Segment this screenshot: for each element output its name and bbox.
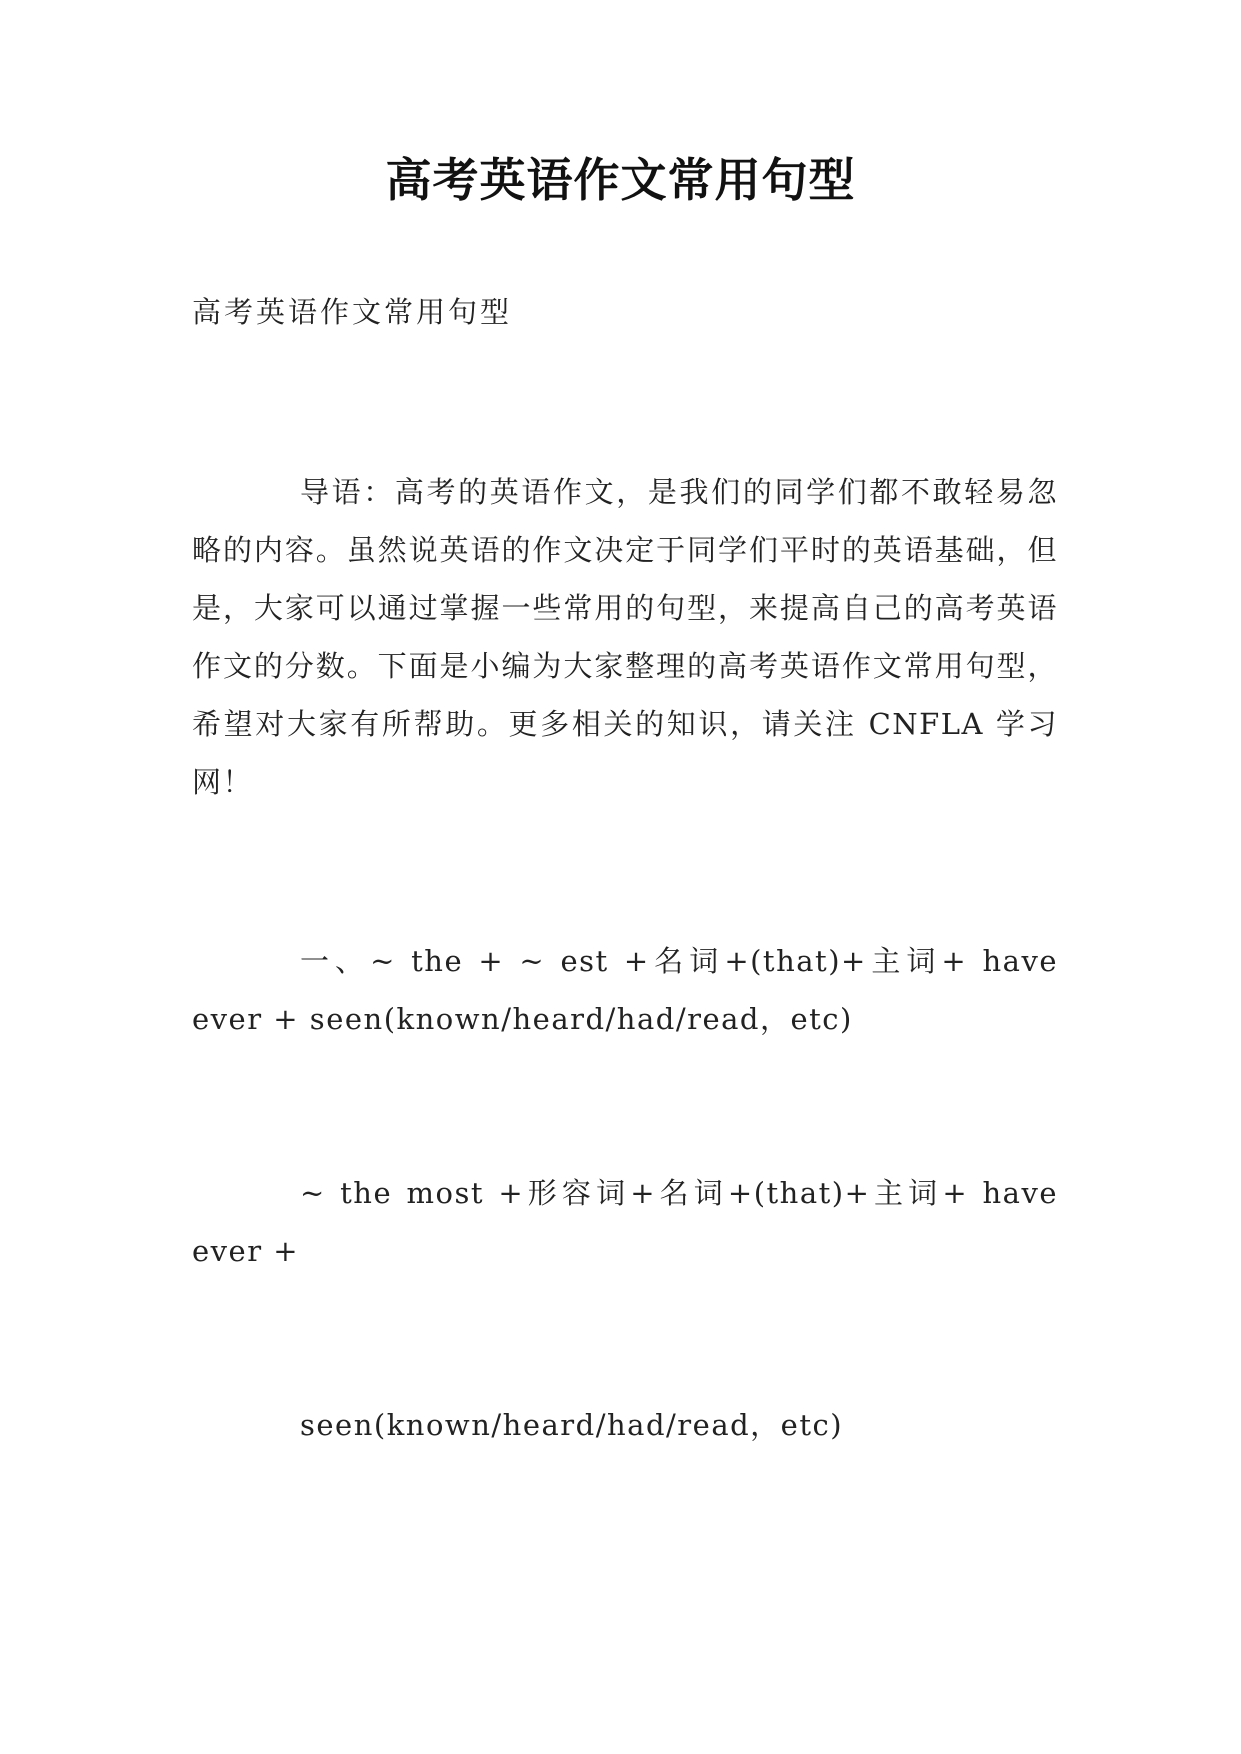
sentence-pattern-1: 一、~ the + ~ est +名词+(that)+主词+ have ever + seen(known/heard/had/read，etc) bbox=[192, 944, 1058, 1036]
intro-paragraph: 导语：高考的英语作文，是我们的同学们都不敢轻易忽略的内容。虽然说英语的作文决定于同学们平时的英语基础，但是，大家可以通过掌握一些常用的句型，来提高自己的高考英语作文的分数。下面是小编为大家整理的高考英语作文常用句型，希望对大家有所帮助。更多相关的知识，请关注 CNFLA 学习网！ bbox=[192, 475, 1058, 799]
sentence-pattern-2-continued: seen(known/heard/had/read，etc) bbox=[300, 1408, 844, 1442]
document-subtitle: 高考英语作文常用句型 bbox=[192, 295, 513, 329]
document-title: 高考英语作文常用句型 bbox=[385, 153, 856, 207]
sentence-pattern-2: ~ the most +形容词+名词+(that)+主词+ have ever + bbox=[192, 1176, 1058, 1268]
